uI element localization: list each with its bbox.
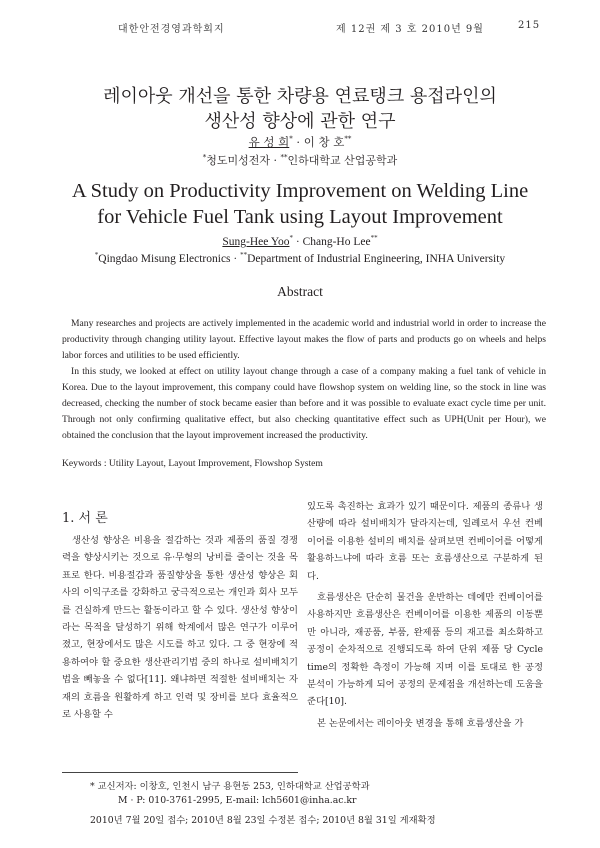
korean-authors	[0, 134, 600, 150]
english-title-line-2: for Vehicle Fuel Tank using Layout Improvement	[97, 206, 503, 228]
body-column-right	[307, 498, 543, 736]
english-author-separator: ·	[292, 236, 303, 248]
english-affil-1: Qingdao Misung Electronics	[98, 253, 231, 265]
korean-author-2: 이 창 호	[303, 135, 345, 149]
keywords: Keywords : Utility Layout, Layout Improvement, Flowshop System	[62, 458, 323, 469]
issue-info: 제 12권 제 3 호 2010년 9월	[336, 24, 484, 35]
english-authors	[0, 236, 600, 248]
page-number: 215	[518, 20, 541, 31]
footnote-dates: 2010년 7월 20일 접수; 2010년 8월 23일 수정본 접수; 2010년 8월 31일 게재확정	[90, 815, 436, 826]
korean-affil-2-mark: **	[280, 153, 288, 162]
body-paragraph: 생산성 향상은 비용을 절감하는 것과 제품의 품질 경쟁력을 향상시키는 것으로 유·무형의 낭비를 줄이는 것을 목표로 한다. 비용절감과 품질향상을 통한 생산성 향상은 회사의 이익구조를 강화하고 궁극적으로는 개인과 회사 모두를 건실하게 만드는 활동이라고 할 수 있다. 생산성 향상이라는 목적을 달성하기 위해 학계에서 많은 연구가 이루어 졌고, 현장에서도 많은 시도를 하고 있다. 그 중 현장에 적용하여야 할 중요한 생산관리기법 중의 하나로 설비배치기법을 빼놓을 수 없다[11]. 왜냐하면 적절한 설비배치는 자재의 흐름을 원활하게 하고 인력 및 장비를 보다 효율적으로 사용할 수	[62, 535, 298, 721]
english-author-2: Chang-Ho Lee	[302, 236, 371, 248]
english-author-1-mark: *	[289, 234, 293, 243]
korean-title-line-2: 생산성 향상에 관한 연구	[204, 111, 396, 132]
body-paragraph: 있도록 촉진하는 효과가 있기 때문이다. 제품의 종류나 생산량에 따라 설비배치가 달라지는데, 일례로서 우선 컨베이어를 이용한 설비의 배치를 살펴보면 컨베이어를 어떻게 활용하느냐에 따라 흐름 또는 흐름생산으로 구분하게 된다.	[307, 501, 543, 582]
journal-name: 대한안전경영과학회지	[118, 24, 225, 35]
abstract-paragraph-2: In this study, we looked at effect on utility layout change through a case of a company making a fuel tank of vehicle in Korea. Due to the layout improvement, this company could have flowshop system on welding line, so the stock in line was decreased, checking the number of stock became easier than before and it was possible to evaluate exact cycle time per unit. Through not only confirming qualitative effect, but also checking quantitative effect such as UPH(Unit per Hour), we obtained the conclusion that the layout improvement increased the productivity.	[62, 366, 546, 441]
korean-author-separator: ·	[296, 135, 301, 149]
abstract-heading: Abstract	[277, 284, 323, 299]
english-author-2-mark: **	[370, 234, 378, 243]
korean-title	[0, 84, 600, 134]
abstract-body	[62, 316, 546, 444]
korean-author-1-mark: *	[289, 135, 293, 144]
korean-affil-separator: ·	[270, 154, 281, 167]
body-paragraph: 본 논문에서는 레이아웃 변경을 통해 흐름생산을 가	[317, 717, 524, 729]
korean-affil-2: 인하대학교 산업공학과	[287, 154, 398, 167]
english-affil-1-mark: *	[94, 251, 99, 260]
english-affil-2: Department of Industrial Engineering, INHA University	[247, 253, 506, 265]
korean-affil-1-mark: *	[202, 153, 207, 162]
korean-author-1: 유 성 희	[248, 135, 290, 149]
english-title-line-1: A Study on Productivity Improvement on Welding Line	[71, 180, 529, 202]
english-author-1: Sung-Hee Yoo	[222, 236, 290, 248]
korean-title-line-1: 레이아웃 개선을 통한 차량용 연료탱크 용접라인의	[103, 86, 497, 107]
korean-affiliations	[0, 152, 600, 168]
english-affil-separator: ·	[230, 253, 241, 265]
english-affiliations	[0, 253, 600, 265]
abstract-paragraph-1: Many researches and projects are actively implemented in the academic world and industrial world in order to increase the productivity through changing utility layout. Effective layout makes the flow of parts and products go on wheels and helps labor forces and utilities to be used efficiently.	[62, 318, 546, 361]
korean-affil-1: 청도미성전자	[206, 154, 270, 167]
english-title	[0, 178, 600, 230]
footnote-contact: M · P: 010-3761-2995, E-mail: lch5601@inha.ac.kr	[118, 795, 357, 806]
body-paragraph: 흐름생산은 단순히 물건을 운반하는 데에만 컨베이어를 사용하지만 흐름생산은 컨베이어를 이용한 제품의 이동뿐만 아니라, 재공품, 부품, 완제품 등의 재고를 최소화하고 공정이 순차적으로 진행되도록 하여 단위 제품 당 Cycle time의 정확한 측정이 가능해 지며 이를 토대로 한 공정 분석이 가능하게 되어 공정의 문제점을 개선하는데 도움을 준다[10].	[307, 592, 543, 708]
body-column-left	[62, 532, 298, 723]
footnote-corresponding-author: * 교신저자: 이창호, 인천시 남구 용현동 253, 인하대학교 산업공학과	[90, 781, 370, 792]
korean-author-2-mark: **	[344, 135, 352, 144]
english-affil-2-mark: **	[240, 251, 248, 260]
footnote-divider	[62, 772, 298, 773]
section-heading: 1. 서 론	[62, 511, 108, 526]
